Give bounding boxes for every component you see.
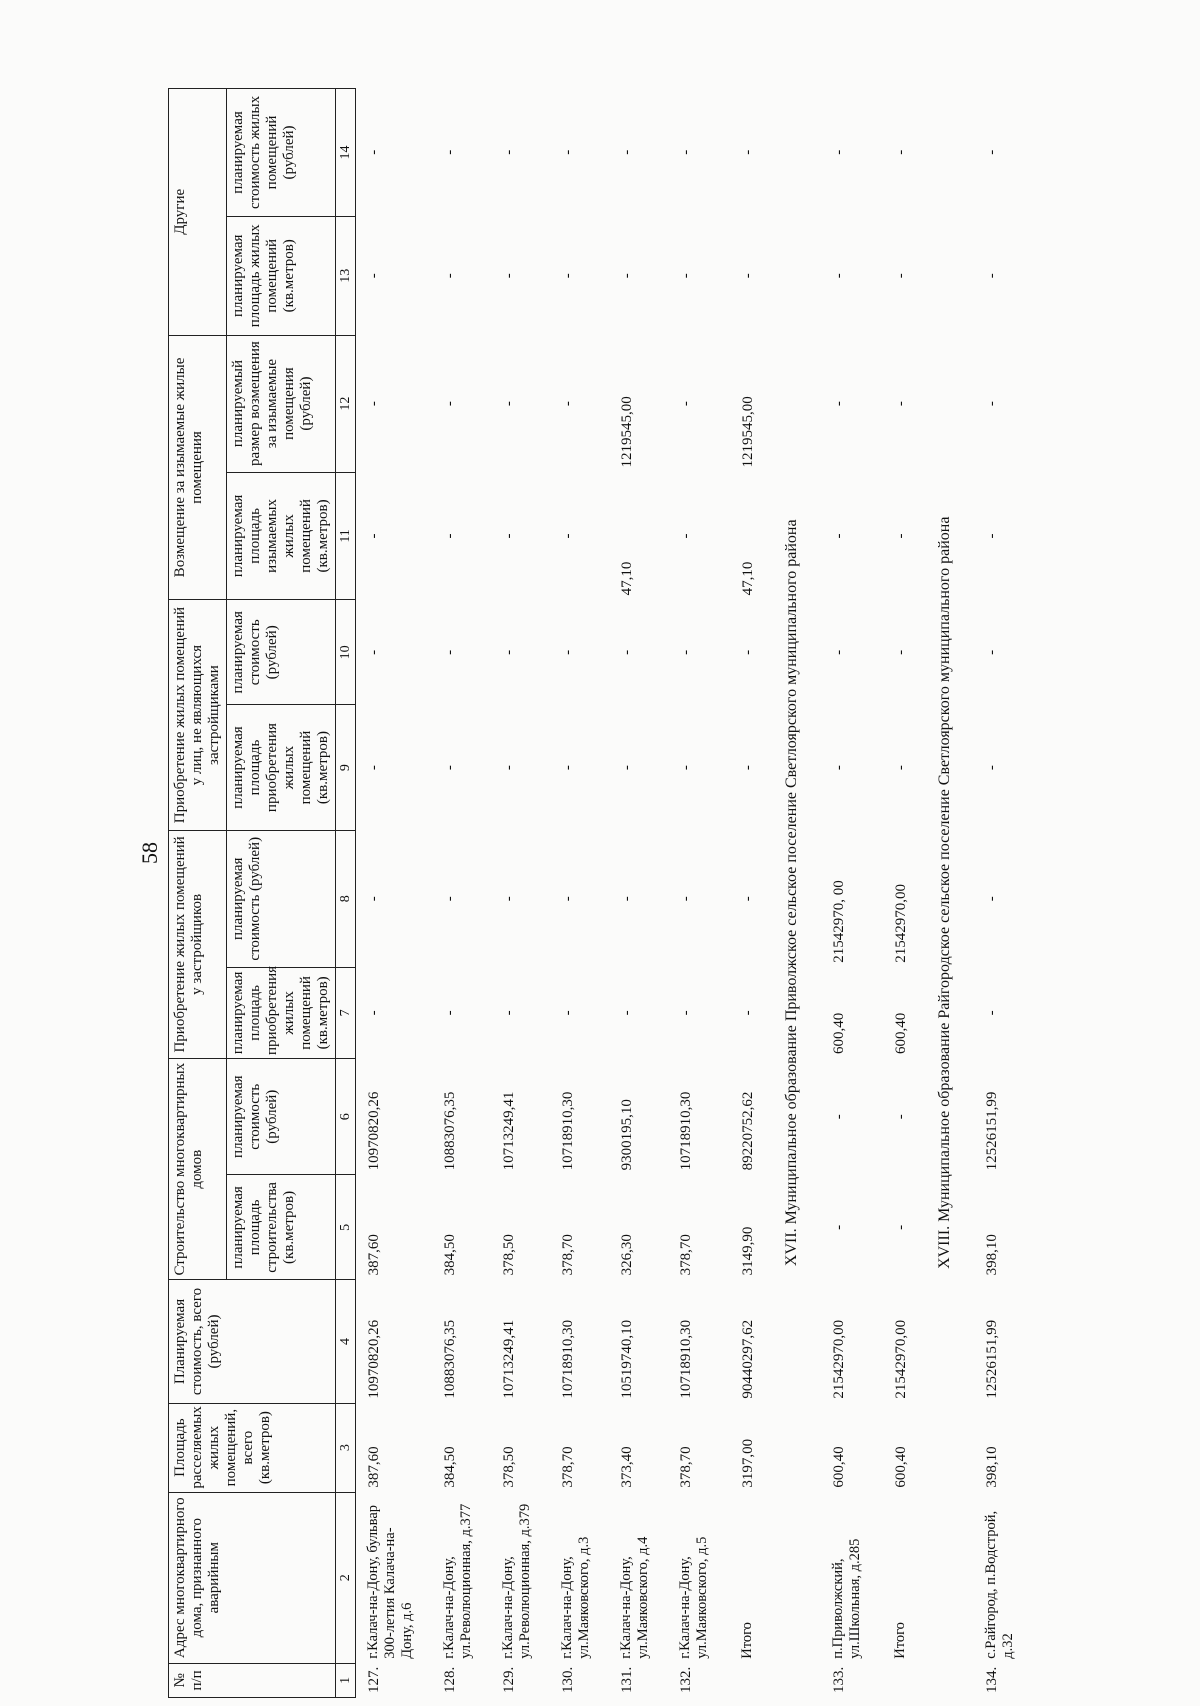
total-row	[727, 89, 779, 1698]
row-number	[880, 1663, 932, 1697]
cell-cost: 10519740,10	[619, 1319, 635, 1399]
cell-area: 378,70	[560, 1446, 576, 1488]
cell-c6: 9300195,10	[619, 1099, 635, 1171]
cell-c14: -	[831, 149, 847, 155]
cell-c10: -	[678, 649, 694, 655]
cell-cost: 12526151,99	[984, 1319, 1000, 1399]
cell-area: 378,50	[501, 1446, 517, 1488]
header-compensation: Возмещение за изымаемые жилые помещения	[169, 335, 227, 600]
row-number: 129.	[501, 1666, 517, 1693]
cell-c11: 47,10	[740, 561, 756, 596]
cell-c9: -	[560, 765, 576, 771]
header-c12: планируемый размер возмещения за изымаемые помещения (рублей)	[227, 335, 336, 472]
table-row	[668, 89, 727, 1698]
cell-c14: -	[366, 149, 382, 155]
cell-c11: -	[366, 533, 382, 539]
column-number: 11	[336, 472, 356, 600]
header-construction: Строительство многоквартирных домов	[169, 1059, 227, 1280]
cell-c14: -	[442, 149, 458, 155]
column-number: 9	[336, 705, 356, 831]
cell-c6: 10970820,26	[366, 1091, 382, 1171]
cell-c7: -	[740, 1010, 756, 1016]
header-c11: планируемая площадь изымаемых жилых помещений (кв.метров)	[227, 472, 336, 600]
cell-c6: 10713249,41	[501, 1091, 517, 1171]
cell-c7: -	[366, 1010, 382, 1016]
header-purchase-developers: Приобретение жилых помещений у застройщиков	[169, 830, 227, 1058]
header-c7: планируемая площадь приобретения жилых помещений (кв.метров)	[227, 967, 336, 1058]
cell-c12: -	[442, 401, 458, 407]
cell-c10: -	[619, 649, 635, 655]
header-c10: планируемая стоимость (рублей)	[227, 600, 336, 705]
cell-c13: -	[893, 273, 909, 279]
header-row-top	[169, 89, 227, 1698]
total-label: Итого	[892, 1622, 908, 1659]
cell-c10: -	[442, 649, 458, 655]
cell-c8: 21542970, 00	[831, 880, 847, 963]
cell-c7: -	[619, 1010, 635, 1016]
cell-c5: 384,50	[442, 1234, 458, 1276]
table-row	[974, 89, 1033, 1698]
header-no: № п/п	[169, 1663, 336, 1697]
column-number: 6	[336, 1059, 356, 1175]
cell-c14: -	[501, 149, 517, 155]
header-purchase-others: Приобретение жилых помещений у лиц, не являющихся застройщиками	[169, 600, 227, 830]
cell-c7: -	[442, 1010, 458, 1016]
cell-c14: -	[678, 149, 694, 155]
cell-c7: -	[984, 1010, 1000, 1016]
cell-c12: -	[831, 401, 847, 407]
cell-area: 373,40	[619, 1446, 635, 1488]
cell-c14: -	[740, 149, 756, 155]
header-cost: Планируемая стоимость, всего (рублей)	[169, 1280, 336, 1403]
cell-area: 3197,00	[740, 1438, 756, 1488]
cell-c9: -	[501, 765, 517, 771]
cell-c13: -	[619, 273, 635, 279]
header-other: Другие	[169, 89, 227, 336]
row-number: 130.	[560, 1666, 576, 1693]
cell-c9: -	[984, 765, 1000, 771]
column-number: 8	[336, 830, 356, 967]
cell-c11: -	[893, 533, 909, 539]
cell-c5: 3149,90	[740, 1226, 756, 1276]
cell-c6: -	[893, 1114, 909, 1120]
cell-c14: -	[893, 149, 909, 155]
cell-c12: -	[893, 401, 909, 407]
cell-c12: 1219545,00	[740, 396, 756, 468]
section-heading: XVIII. Муниципальное образование Райгородское сельское поселение Светлоярского муниципального района	[936, 516, 953, 1269]
column-number: 3	[336, 1403, 356, 1492]
header-area: Площадь расселяемых жилых помещений, всего (кв.метров)	[169, 1403, 336, 1492]
header-c8: планируемая стоимость (рублей)	[227, 830, 336, 967]
cell-c11: -	[442, 533, 458, 539]
cell-c9: -	[831, 765, 847, 771]
cell-area: 387,60	[366, 1446, 382, 1488]
resettlement-table	[168, 88, 1033, 1698]
row-number	[727, 1663, 779, 1697]
cell-c9: -	[893, 765, 909, 771]
cell-cost: 10713249,41	[501, 1319, 517, 1399]
cell-cost: 10718910,30	[678, 1319, 694, 1399]
cell-c8: -	[442, 896, 458, 902]
cell-c9: -	[619, 765, 635, 771]
cell-c14: -	[984, 149, 1000, 155]
table-row	[432, 89, 491, 1698]
cell-cost: 10970820,26	[366, 1319, 382, 1399]
row-address: г.Калач-на-Дону, ул.Революционная, д.377	[441, 1503, 474, 1659]
cell-area: 600,40	[893, 1446, 909, 1488]
cell-c11: -	[678, 533, 694, 539]
cell-c8: -	[984, 896, 1000, 902]
cell-c8: -	[740, 896, 756, 902]
header-c6: планируемая стоимость (рублей)	[227, 1059, 336, 1175]
cell-area: 600,40	[831, 1446, 847, 1488]
row-number: 127.	[366, 1666, 382, 1693]
cell-c8: -	[619, 896, 635, 902]
row-address: с.Райгород, п.Водстрой, д.32	[983, 1510, 1016, 1659]
cell-c7: -	[501, 1010, 517, 1016]
cell-c8: -	[366, 896, 382, 902]
cell-c10: -	[984, 649, 1000, 655]
cell-c5: 378,70	[678, 1234, 694, 1276]
section-heading: XVII. Муниципальное образование Приволжское сельское поселение Светлоярского муниципального района	[783, 519, 800, 1267]
cell-c13: -	[501, 273, 517, 279]
header-address: Адрес многоквартирного дома, признанного аварийным	[169, 1492, 336, 1663]
section-heading-row	[932, 89, 974, 1698]
cell-c9: -	[442, 765, 458, 771]
column-number: 7	[336, 967, 356, 1058]
cell-c7: -	[678, 1010, 694, 1016]
cell-c10: -	[831, 649, 847, 655]
cell-c11: -	[501, 533, 517, 539]
row-number: 128.	[442, 1666, 458, 1693]
cell-c5: 378,70	[560, 1234, 576, 1276]
cell-c11: -	[831, 533, 847, 539]
cell-c6: 89220752,62	[740, 1091, 756, 1171]
cell-c5: 378,50	[501, 1234, 517, 1276]
column-number: 1	[336, 1663, 356, 1697]
cell-area: 398,10	[984, 1446, 1000, 1488]
column-number: 13	[336, 216, 356, 335]
total-label: Итого	[739, 1622, 755, 1659]
row-address: г.Калач-на-Дону, ул.Маяковского, д.5	[677, 1536, 710, 1659]
cell-c13: -	[678, 273, 694, 279]
section-heading-row	[779, 89, 821, 1698]
header-c5: планируемая площадь строительства (кв.метров)	[227, 1175, 336, 1280]
cell-c12: -	[366, 401, 382, 407]
column-number: 12	[336, 335, 356, 472]
cell-c7: 600,40	[831, 1012, 847, 1055]
cell-c13: -	[740, 273, 756, 279]
cell-c5: 387,60	[366, 1234, 382, 1276]
cell-c11: -	[984, 533, 1000, 539]
cell-c12: -	[984, 401, 1000, 407]
row-address: г.Калач-на-Дону, ул.Маяковского, д.4	[618, 1536, 651, 1659]
cell-c9: -	[740, 765, 756, 771]
page-number: 58	[137, 842, 162, 864]
cell-c8: -	[678, 896, 694, 902]
cell-c14: -	[619, 149, 635, 155]
cell-c6: -	[831, 1114, 847, 1120]
total-row	[880, 89, 932, 1698]
cell-cost: 21542970,00	[831, 1319, 847, 1399]
cell-c8: -	[501, 896, 517, 902]
cell-c14: -	[560, 149, 576, 155]
column-number: 5	[336, 1175, 356, 1280]
cell-c13: -	[984, 273, 1000, 279]
row-number: 132.	[678, 1666, 694, 1693]
cell-c6: 10718910,30	[678, 1091, 694, 1171]
cell-c5: 326,30	[619, 1234, 635, 1276]
cell-c5: 398,10	[984, 1234, 1000, 1276]
table-row	[821, 89, 880, 1698]
cell-c9: -	[366, 765, 382, 771]
table-row	[550, 89, 609, 1698]
table-row	[491, 89, 550, 1698]
cell-c6: 10718910,30	[560, 1091, 576, 1171]
cell-c12: -	[560, 401, 576, 407]
cell-c13: -	[366, 273, 382, 279]
cell-c13: -	[560, 273, 576, 279]
row-address: г.Калач-на-Дону, бульвар 300-летия Калача-на-Дону, д.6	[365, 1504, 415, 1659]
cell-cost: 90440297,62	[740, 1319, 756, 1399]
cell-cost: 21542970,00	[893, 1319, 909, 1399]
cell-c11: 47,10	[619, 561, 635, 596]
table-row	[609, 89, 668, 1698]
column-number-row	[336, 89, 356, 1698]
row-number: 133.	[831, 1666, 847, 1693]
row-number: 131.	[619, 1666, 635, 1693]
row-number: 134.	[984, 1666, 1000, 1693]
column-number: 10	[336, 600, 356, 705]
cell-c8: 21542970,00	[893, 883, 909, 963]
cell-c9: -	[678, 765, 694, 771]
cell-c10: -	[501, 649, 517, 655]
table-row	[356, 89, 433, 1698]
cell-c10: -	[740, 649, 756, 655]
cell-c12: -	[678, 401, 694, 407]
cell-c11: -	[560, 533, 576, 539]
cell-c6: 10883076,35	[442, 1091, 458, 1171]
cell-c7: 600,40	[893, 1012, 909, 1055]
cell-c7: -	[560, 1010, 576, 1016]
cell-c13: -	[831, 273, 847, 279]
cell-c10: -	[560, 649, 576, 655]
cell-c12: 1219545,00	[619, 396, 635, 468]
row-address: п.Приволжский, ул.Школьная, д.285	[830, 1538, 863, 1659]
cell-area: 384,50	[442, 1446, 458, 1488]
cell-c5: -	[831, 1224, 847, 1230]
cell-c12: -	[501, 401, 517, 407]
column-number: 4	[336, 1280, 356, 1403]
cell-c6: 12526151,99	[984, 1091, 1000, 1171]
header-c9: планируемая площадь приобретения жилых помещений (кв.метров)	[227, 705, 336, 831]
header-c13: планируемая площадь жилых помещений (кв.метров)	[227, 216, 336, 335]
cell-area: 378,70	[678, 1446, 694, 1488]
row-address: г.Калач-на-Дону, ул.Революционная, д.379	[500, 1503, 533, 1659]
column-number: 14	[336, 89, 356, 217]
row-address: г.Калач-на-Дону, ул.Маяковского, д.3	[559, 1536, 592, 1659]
cell-c5: -	[893, 1224, 909, 1230]
cell-c10: -	[893, 649, 909, 655]
cell-c13: -	[442, 273, 458, 279]
cell-cost: 10883076,35	[442, 1319, 458, 1399]
cell-c8: -	[560, 896, 576, 902]
header-c14: планируемая стоимость жилых помещений (рублей)	[227, 89, 336, 217]
cell-c10: -	[366, 649, 382, 655]
column-number: 2	[336, 1492, 356, 1663]
cell-cost: 10718910,30	[560, 1319, 576, 1399]
